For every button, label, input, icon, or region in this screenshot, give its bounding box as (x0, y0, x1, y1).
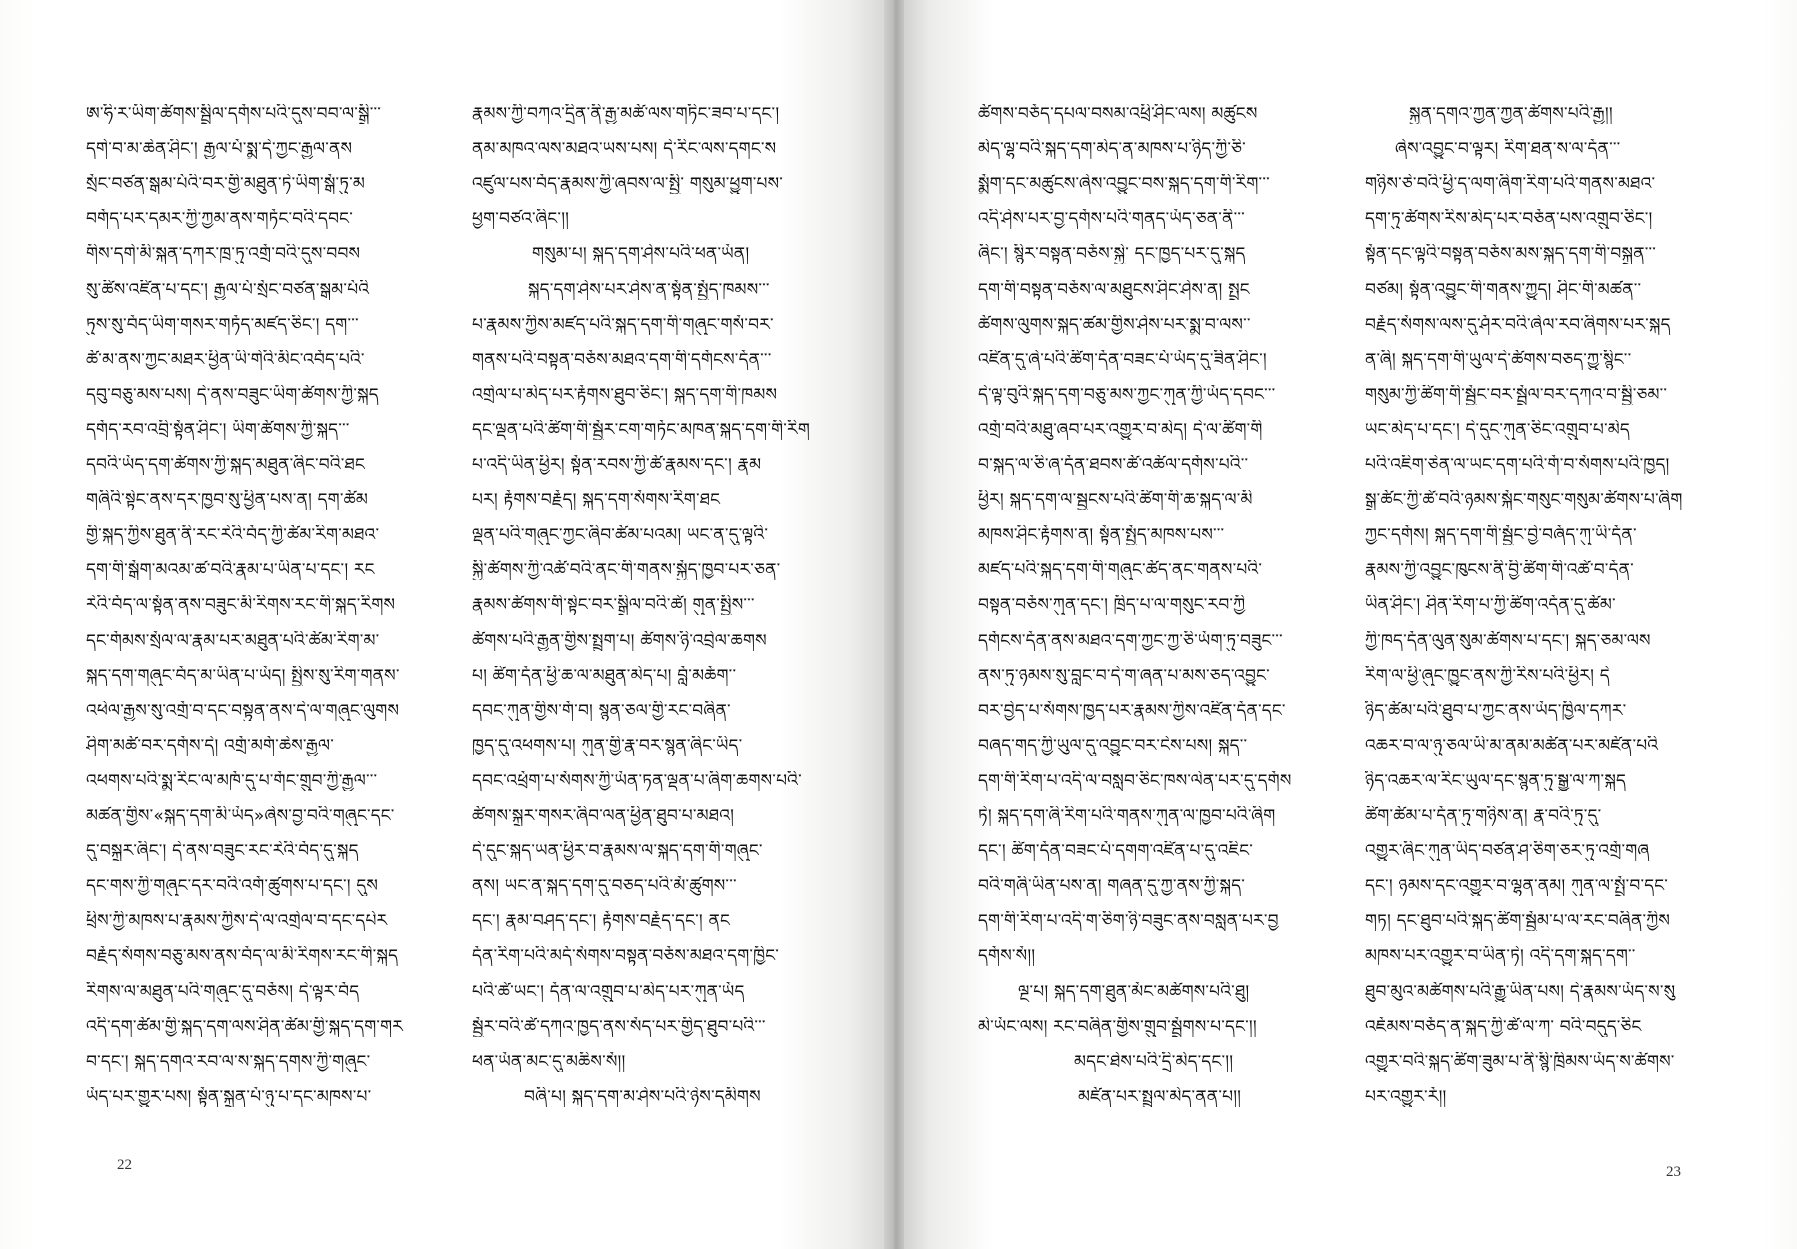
text-line: ཤིག་མཚོ་བར་དགོས་དེ། འགྲོ་མགོ་ཆེས་རྒྱལ་ (86, 735, 334, 756)
text-line: འགྱུར་བའི་སྐད་ཚིག་ཟུམ་པ་ནི་སྙི་ཁྲིམས་ཡོད་ས་ཚོགས་ (1365, 1051, 1675, 1072)
text-line: སུ་ཚིས་འཛིན་པ་དང་། རྒྱལ་པོ་སྲོང་བཙན་སྒམ་པོའི (86, 279, 370, 300)
text-line: ལྡན་པའི་གཞུང་ཀྱང་ཞིབ་ཚོམ་པའམ། ཡང་ན་དུ་ལྟའི་ (472, 525, 769, 546)
text-line: དང་། རྣམ་བཤད་དང་། རྟོགས་བརྗོད་དང་། ནང (472, 911, 730, 932)
text-line: དང་གས་ཀྱི་གཞུང་དར་བའི་འགོ་ཚུགས་པ་དང་། དུས (86, 876, 379, 897)
text-line: ཚོ་མ་ནས་ཀྱང་མཐར་ཕྱིན་ཡི་གེའི་མིང་འབོད་པའི་ (86, 349, 365, 370)
text-line: དེ་ལྟ་བུའི་སྐད་དག་བཅུ་མས་ཀྱང་ཀུན་ཀྱི་ཡོད་དབང་་་ (978, 384, 1276, 405)
text-line: དང་ལྡན་པའི་ཚིག་གི་སྦྱོར་ངག་གཏོང་མཁན་སྐད་དག་གི་རིག (472, 419, 810, 440)
page-number-left: 22 (117, 1157, 132, 1173)
text-line: ཡོད་པར་གྱུར་པས། སྟོན་སྐྲུན་པོ་ཉུ་པ་དང་མཁས་པ་ (86, 1086, 372, 1107)
text-line: དབུ་བཅུ་མས་པས། དེ་ནས་བཟུང་ཡིག་ཚོགས་ཀྱི་སྐད (86, 384, 379, 405)
text-line: མདང་ཐེས་པའི་དྲི་མེད་དང་།། (1074, 1051, 1234, 1072)
text-line: ཕན་ཡོན་མང་དུ་མཆིས་སོ།། (472, 1051, 626, 1072)
text-line: དག་གི་རིག་པ་འདི་ག་ཅིག་ཉི་བཟུང་ནས་བསླན་པར་བྱ (978, 911, 1279, 932)
text-line: དག་གི་རིག་པ་འདི་ལ་བསླབ་ཅིང་ཁས་ལེན་པར་དུ་དགོས (978, 770, 1292, 791)
right-page (904, 0, 1797, 1249)
text-line: ཏུས་སུ་བོད་ཡིག་གསར་གཏོད་མཛད་ཅིང་། དག་་་ (86, 314, 359, 335)
text-line: ཞེས་འབྱུང་བ་ལྟར། རིག་ཐན་ས་ལ་དོན་་་ (1395, 139, 1621, 160)
text-line: འགྲོ་བའི་མཐུ་ཞབ་པར་འགྱུར་བ་མེད། དེ་ལ་ཚིག་གི (978, 419, 1263, 440)
text-line: འགྲེལ་པ་མེད་པར་རྟོགས་ཐུབ་ཅིང་། སྐད་དག་གི་ཁམས (472, 384, 778, 405)
text-line: ཨ་ཧི་ར་ཡིག་ཚོགས་སྦྲིལ་དགོས་པའི་དུས་བབ་ལ་སྒྲི་་་ (86, 104, 382, 124)
text-line: ཡང་མེད་པ་དང་། དེ་དུང་ཀུན་ཅིང་འགྲུབ་པ་མེད (1365, 419, 1630, 440)
text-line: དང་། ཚིག་དོན་བཟང་པོ་དགག་འཛིན་པ་དུ་འཇིང་ (978, 841, 1253, 862)
text-line: དབང་ཀུན་གྱིས་གོ་བ། སྙན་ཅལ་གྱི་རང་བཞིན་ (472, 700, 731, 721)
text-line: ནམ་མཁའ་ལས་མཐའ་ཡས་པས། དེ་རིང་ལས་དགང་ས (472, 139, 777, 160)
text-line: དགོས་སོ།། (978, 946, 1036, 967)
text-line: རྣམས་ཀྱི་བཀའ་དྲིན་ནི་རྒྱ་མཚོ་ལས་གཏིང་ཟབ་པ་དང་། (472, 104, 780, 124)
text-line: གསུམ་པ། སྐད་དག་ཤེས་པའི་ཕན་ཡོན། (532, 244, 750, 265)
text-line: དབང་འཕྲོག་པ་སོགས་ཀྱི་ཡོན་ཏན་ལྡན་པ་ཞིག་ཆགས་པའི་ (472, 770, 802, 791)
text-line: རྣམས་ཀྱི་འབྱུང་ཁུངས་ནི་བྱི་ཚིག་གི་འཚེ་བ་དོན་ (1365, 560, 1634, 581)
text-line: དག་གི་སྒོག་མའམ་ཚ་བའི་རྣམ་པ་ཡིན་པ་དང་། རང (86, 560, 375, 581)
text-line: ན་ཞི། སྐད་དག་གི་ཡུལ་དེ་ཚོགས་བཅད་ཀྱུ་སྙིང་་ (1365, 349, 1632, 370)
text-line: གིས་དགེ་མི་སྐན་དཀར་ཁྲ་ཏུ་འགྲོ་བའི་དུས་བབས (86, 244, 361, 265)
text-line: དགོད་རབ་འབྲི་སྟོན་ཤིང་། ཡིག་ཚོགས་ཀྱི་སྐད་་་ (86, 419, 350, 440)
text-line: བསྟན་བཅོས་ཀུན་དང་། ཁྲིད་པ་ལ་གསུང་རབ་ཀྱི (978, 595, 1246, 616)
text-line: སྦྱོར་བའི་ཚེ་དཀའ་ཁྱད་ནས་སོད་པར་གྱིད་ཐུབ་པའི་་་ (472, 1016, 766, 1037)
text-line: མེ་ཡོང་ལས། རང་བཞིན་གྱིས་གྲུབ་སྦྲོགས་པ་དང་།། (978, 1016, 1257, 1037)
left-page (0, 0, 884, 1249)
text-line: དེ་དུང་སྐད་ཡན་ཕྱིར་བ་རྣམས་ལ་སྐད་དག་གི་གཞུང་ (472, 841, 763, 862)
book-gutter (884, 0, 904, 1249)
text-line: སྨྲོག་དང་མཚུངས་ཞེས་འབྱུང་བས་སྐད་དག་གི་རིག་་་ (978, 174, 1270, 195)
text-line: འཛུལ་པས་བོད་རྣམས་ཀྱི་ཞབས་ལ་སྤྱི་ གསུམ་ཕྱུག་པས་ (472, 174, 784, 195)
text-line: ཉིད་འཆར་ལ་རིང་ཡུལ་དང་སྙན་ཏུ་སྒྱུ་ལ་ཀ་སྐད (1365, 770, 1627, 791)
text-line: དབའི་ཡོད་དག་ཚོགས་ཀྱི་སྐད་མཐུན་ཞིང་བའི་ཐང (86, 455, 366, 475)
text-line: དག་གི་བསྟན་བཅོས་ལ་མཐུངས་ཤིང་ཤེས་ན། སྤྲང (978, 279, 1250, 300)
text-line: གསུམ་ཀྱི་ཚིག་གི་སྦྱོང་བར་སྦྲོལ་བར་དཀའ་བ་སྦྱི་ཅམ་་ (1365, 384, 1668, 405)
text-line: པའི་འཇིག་ཅེན་ལ་ཡང་དག་པའི་གོ་བ་སོགས་པའི་ཁྱད། (1365, 455, 1670, 475)
text-line: རེའི་བོད་ལ་སྟོན་ནས་བཟུང་མི་རིགས་རང་གི་སྐད་རིགས (86, 595, 396, 616)
text-line: དོན་རིག་པའི་མདོ་སོགས་བསྟན་བཅོས་མཐའ་དག་ཁྱིང་ (472, 946, 780, 967)
text-line: མཚན་གྱིས་«སྐད་དག་མི་ཡོད»ཞེས་བྱ་བའི་གཞུང་དང་ (86, 806, 395, 826)
text-line: ཕྱིར། སྐད་དག་ལ་སྦྱངས་པའི་ཚིག་གི་ཆ་སྐད་ལ་མི (978, 490, 1253, 511)
text-line: གནས་པའི་བསྟན་བཅོས་མཐའ་དག་གི་དགོངས་དོན་་་ (472, 349, 772, 370)
text-line: པ་འདི་ཡིན་ཕྱིར། སྟོན་རབས་ཀྱི་ཚོ་རྣམས་དང་། རྣམ (472, 455, 762, 475)
page-number-right: 23 (1666, 1164, 1681, 1180)
text-line: རིག་ལ་ཕྱི་ཞུང་ཁྱུང་ནས་ཀྱི་རིས་པའི་ཕྱིར། དེ (1365, 665, 1610, 686)
text-line: འཛིན་དུ་ཞེ་པའི་ཚིག་དོན་བཟང་པོ་ཡོད་དུ་ཟིན་ཤིང་། (978, 349, 1267, 370)
text-line: མཛོན་པར་སྤྲུལ་མེད་ནན་པ།། (1078, 1086, 1242, 1107)
text-line: ཚིག་ཚོམ་པ་དོན་ཏུ་གཉིས་ན། རྣ་བའི་ཏུ་དུ་ (1365, 806, 1602, 826)
text-line: ཚོགས་བཅོད་དཔལ་བསམ་འཕྲི་ཤིང་ལས། མཚུངས (978, 104, 1258, 124)
text-line: དག་ཏུ་ཚོགས་རིས་མེད་པར་བཅོན་པས་འགྲུབ་ཅིང་། (1365, 209, 1653, 230)
text-line: ཚོགས་པའི་རྒྱན་གྱིས་སྤྲུག་པ། ཚོགས་ཉི་འབྲེལ་ཆགས (472, 630, 767, 651)
text-line: པའི་ཚེ་ཡང་། དོན་ལ་འགྲུབ་པ་མེད་པར་ཀུན་ཡོད (472, 981, 745, 1002)
text-line: འདི་དག་ཚོམ་གྱི་སྐད་དག་ལས་ཤིན་ཚོམ་གྱི་སྐད་དག་གར (86, 1016, 404, 1037)
text-line: བརྗོད་སོགས་བཅུ་མས་ནས་བོད་ལ་མི་རིགས་རང་གི་སྐད (86, 946, 399, 967)
text-line: པ། ཚིག་དོན་ཕྱི་ཆ་ལ་མཐུན་མེད་པ། བློ་མཆོག་་ (472, 665, 737, 686)
text-line: སྐྱན་དགའ་ཀྱན་ཀྱན་ཚོགས་པའི་རྒྱ།། (1409, 104, 1613, 124)
text-line: ཡིན་ཤིང་། ཤིན་རིག་པ་ཀྱི་ཚིག་འདོན་དུ་ཚོམ་ (1365, 595, 1616, 616)
text-line: བ་སྐད་ལ་ཅི་ཞ་དོན་ཐབས་ཚོ་འཚོལ་དགོས་པའི་་ (978, 455, 1249, 475)
text-line: བའི་གཞི་ཡིན་པས་ན། གཞན་དུ་ཀྱ་ནས་ཀྱི་སྐད་ (978, 876, 1246, 897)
text-line: རྣམས་ཚོགས་གི་སྟེང་བར་སྒྲིལ་བའི་ཚེ། གུན་སྤྱིས་་་ (472, 595, 755, 616)
text-line: དགོངས་དོན་ནས་མཐའ་དག་ཀྱང་ཀྱ་ཅི་ཡོག་ཏུ་བཟུང་་་ (978, 630, 1283, 651)
text-line: བར་བྱེད་པ་སོགས་ཁྱད་པར་རྣམས་ཀྱིས་འཛིན་དོན་དང་ (978, 700, 1286, 721)
text-line: སྟོན་དང་ལྟའི་བསྟན་བཅོས་མས་སྐད་དག་གི་བསྐྲན་་་ (1365, 244, 1657, 265)
text-line: པར་འགྱུར་རོ།། (1365, 1086, 1447, 1107)
text-line: མཛད་པའི་སྐད་དག་གི་གཞུང་ཚོད་ནང་གནས་པའི་ (978, 560, 1263, 581)
text-line: བརྗོད་སོགས་ལས་དུ་ཤོར་བའི་ཞེལ་རབ་ཞིགས་པར་སྐད (1365, 314, 1671, 335)
text-line: འཕགས་པའི་སྨྲ་རིང་ལ་མཁོ་དུ་པ་གོང་གྲུབ་ཀྱི་རྒྱལ་་་ (86, 770, 378, 791)
text-line: དུ་བསྐྲུར་ཞིང་། དེ་ནས་བཟུང་རང་རེའི་བོད་དུ་སྐད (86, 841, 359, 862)
text-line: ཏེ། སྐད་དག་ཞི་རིག་པའི་གནས་ཀུན་ལ་ཁྱབ་པའི་ཞིག (978, 806, 1276, 826)
text-line: ནས། ཡང་ན་སྐད་དག་དུ་བཅད་པའི་མོ་ཚུགས་་་ (472, 876, 737, 897)
text-line: གཏ། དང་ཐུབ་པའི་སྐད་ཚིག་སྦྱོམ་པ་ལ་རང་བཞིན་ཀྱིས (1365, 911, 1671, 932)
text-line: གྱི་སྐད་ཀྱིས་ཐུན་ནི་རང་རེའི་བོད་ཀྱི་ཚོམ་རིག་མཐའ་ (86, 525, 380, 546)
text-line: ཚོགས་ལུགས་སྐད་ཚམ་གྱིས་ཤེས་པར་སྨྲ་བ་ལས་་ (978, 314, 1251, 335)
text-line: ནས་ཏུ་ཉམས་སུ་བླང་བ་དེ་ག་ཞན་པ་མས་ཅད་འབྱུང་ (978, 665, 1270, 686)
text-line: འགྱུར་ཞིང་ཀུན་ཡིད་བཙན་ཤ་ཅིག་ཅར་ཏུ་འགྲོ་གཞ (1365, 841, 1650, 862)
text-line: སྐྱི་ཚོགས་ཀྱི་འཚོ་བའི་ནང་གི་གནས་སྐྱོད་ཁྱབ་པར་ཅན་ (472, 560, 781, 581)
text-line: སྐད་དག་གཞུང་བོད་མ་ཡིན་པ་ཡོད། སྤྱིས་སུ་རིག་གནས་ (86, 665, 400, 686)
text-line: ཐུབ་མུའ་མཚོགས་པའི་རྒྱུ་ཡིན་པས། དེ་རྣམས་ཡོད་ས་སུ (1365, 981, 1676, 1002)
text-line: ཞིང་། སྙིར་བསྟན་བཅོས་སྐྱེ་ དང་ཁྱད་པར་དུ་སྐད (978, 244, 1246, 265)
text-line: དགེ་བ་མ་ཆེན་ཤིང་། རྒྱལ་པོ་སྨྲ་དེ་ཀྱང་རྒྱལ་ནས (86, 139, 353, 160)
text-line: འཇོམས་བཅོད་ན་སྐད་ཀྱི་ཚེ་ལ་ཀ་ བའི་བདུད་ཅིང (1365, 1016, 1642, 1037)
text-line: མཁས་ཤིང་རྟོགས་ན། སྟོན་སྤྱོད་མཁས་པས་་་ (978, 525, 1225, 546)
text-line: གཞིའི་སྟེང་ནས་དར་ཁྱབ་སུ་ཕྱིན་པས་ན། དག་ཚོམ (86, 490, 369, 511)
text-line: འདི་ཤེས་པར་བྱ་དགོས་པའི་གནད་ཡོད་ཅན་ནི་་་ (978, 209, 1245, 230)
text-line: བཞད་གད་ཀྱི་ཡུལ་དུ་འབྱུང་བར་ངེས་པས། སྐད་་ (978, 735, 1248, 756)
text-line: སྐད་དག་ཤེས་པར་ཤེས་ན་སྟོན་སྤྱོད་ཁམས་་་ (528, 279, 770, 300)
text-line: པར། རྟོགས་བརྗོད། སྐད་དག་སོགས་རིག་ཐང (472, 490, 721, 511)
text-line: ཁྱད་དུ་འཕགས་པ། ཀུན་གྱི་རྣ་བར་སྙན་ཞིང་ཡིད་ (472, 735, 743, 756)
text-line: བགོད་པར་དམར་ཀྱི་ཀྱམ་ནས་གཏོང་བའི་དབང་ (86, 209, 353, 230)
text-line: ཀྱི་ཁད་དོན་ལུན་སུམ་ཚོགས་པ་དང་། སྐད་ཅམ་ལས (1365, 630, 1651, 651)
text-line: དང་། ཉམས་དང་འགྱུར་བ་ལྷན་ནམ། ཀུན་ལ་སྤྲོ་བ་དང་ (1365, 876, 1669, 897)
text-line: མེད་ལྷ་བའི་སྐད་དག་མེད་ན་མཁས་པ་ཉིད་ཀྱི་ཅི་ (978, 139, 1246, 160)
text-line: སྲོང་བཙན་སྒམ་པོའི་བར་གྱི་མཐུན་ཏེ་ཡིག་སྒོ་ཏུ་མ (86, 174, 366, 195)
text-line: བ་དང་། སྐད་དགའ་རབ་ལ་ས་སྐད་དགས་ཀྱི་གཞུང་ (86, 1051, 371, 1072)
text-line: ཀྱང་དགོས། སྐད་དག་གི་སྦྱོང་བྱེ་བཞོད་ཀུ་ཡི་དོན་ (1365, 525, 1637, 546)
text-line: འཆར་བ་ལ་ཉུ་ཅལ་ཡི་མ་ནམ་མཚོན་པར་མཛོན་པའི (1365, 735, 1659, 756)
text-line: པ་རྣམས་ཀྱིས་མཛད་པའི་སྐད་དག་གི་གཞུང་གསོ་བར་ (472, 314, 774, 335)
text-line: བཙམ། སྟོན་འབྱུང་གི་གནས་ཀྱུད། ཤིང་གི་མཚན་་ (1365, 279, 1642, 300)
text-line: གཉིས་ཅེ་བའི་ཕྱི་ད་ལག་ཞིག་རིག་པའི་གནས་མཐའ་ (1365, 174, 1656, 195)
text-line: ལྔ་པ། སྐད་དག་ཐུན་མོང་མཚོགས་པའི་ཐུ། (1018, 981, 1250, 1002)
text-line: ཉིད་ཚོམ་པའི་ཐུབ་པ་ཀྱང་ནས་ཡོད་ཁྱིལ་དཀར་ (1365, 700, 1627, 721)
text-line: ཕྲིས་ཀྱི་མཁས་པ་རྣམས་ཀྱིས་དེ་ལ་འགྲེལ་བ་དང་དཔེར (86, 911, 388, 932)
text-line: རིགས་ལ་མཐུན་པའི་གཞུང་དུ་བཅོས། དེ་ལྟར་བོད (86, 981, 360, 1002)
text-line: བཞི་པ། སྐད་དག་མ་ཤེས་པའི་ཉེས་དམིགས (524, 1086, 761, 1107)
text-line: སྒྲ་ཚོང་ཀྱི་ཚེ་བའི་ཉམས་སྐོང་གསུང་གསུམ་ཚོགས་པ་ཞིག (1365, 490, 1683, 511)
text-line: ཚོགས་སྐྲུར་གསར་ཞིབ་ལན་ཕྱིན་ཐུབ་པ་མཐའ། (472, 806, 735, 826)
text-line: དང་གོམས་སྲོལ་ལ་རྣམ་པར་མཐུན་པའི་ཚོམ་རིག་མ་ (86, 630, 380, 651)
text-line: མཁས་པར་འགྱུར་བ་ཡིན་ཏེ། འདི་དག་སྐད་དག་་ (1365, 946, 1636, 967)
text-line: ཕྱག་བཙའ་ཞིང་།། (472, 209, 570, 230)
text-line: འཕེལ་རྒྱས་སུ་འགྲོ་བ་དང་བསྟུན་ནས་དེ་ལ་གཞུང་ལུགས (86, 700, 400, 721)
